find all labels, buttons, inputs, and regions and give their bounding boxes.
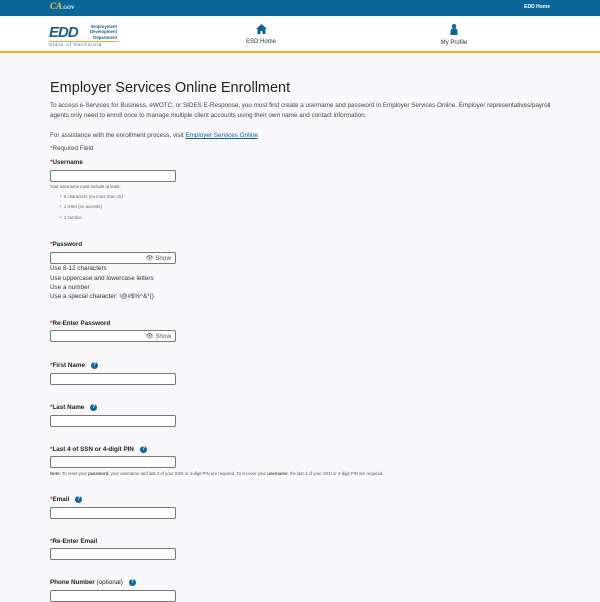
help-icon[interactable]: ?: [77, 496, 81, 502]
phone-label: [50, 579, 136, 586]
label-text: Email: [52, 496, 70, 504]
password-rule: Use a number: [50, 284, 90, 291]
email-input[interactable]: [50, 507, 176, 519]
username-hint: • 1 letter (no accents): [60, 204, 102, 209]
nav-label: ESD Home: [245, 39, 276, 45]
note-bold: username: [267, 471, 288, 476]
hint-text: 1 number: [63, 215, 83, 220]
edd-logo[interactable]: [49, 22, 119, 48]
first-name-input[interactable]: [50, 373, 176, 385]
hint-text: 8 characters (no more than 15): [63, 194, 123, 199]
username-hint: • 8 characters (no more than 15): [60, 194, 123, 199]
asterisk: *: [50, 404, 53, 412]
ssn-label: [50, 446, 147, 453]
edd-logo-words: [83, 24, 117, 40]
password-rule: Use 8-12 characters: [50, 265, 107, 272]
username-input[interactable]: [50, 170, 176, 182]
last-name-input[interactable]: [50, 415, 176, 427]
hint-text: 1 letter (no accents): [63, 204, 102, 209]
employer-services-link[interactable]: Employer Services Online: [185, 132, 258, 139]
assist-prefix: For assistance with the enrollment process, visit: [50, 132, 186, 139]
home-icon: [256, 24, 267, 34]
edd-logo-text: EDD: [49, 24, 78, 41]
page-title: Employer Services Online Enrollment: [50, 80, 291, 96]
show-label: Show: [155, 333, 171, 340]
note-text: , the last 4 of your SSN or 4-digit PIN are required.: [287, 471, 384, 476]
logo-line: Department: [93, 34, 117, 40]
ssn-note: [50, 471, 570, 476]
assistance-text: [50, 131, 570, 141]
first-name-label: [50, 362, 98, 369]
last-name-label: [50, 404, 97, 411]
nav-esd-home[interactable]: [243, 24, 279, 45]
required-note: [50, 144, 570, 154]
password-rule: Use a special character: !@#$%^&*(): [50, 293, 154, 300]
help-icon[interactable]: ?: [141, 446, 146, 452]
username-hint-title: Your username must include at least:: [50, 184, 121, 189]
top-bar: [0, 0, 600, 16]
show-password-button[interactable]: 👁 Show: [145, 333, 171, 340]
required-note-text: Required Field: [52, 145, 94, 152]
reenter-password-label: [50, 320, 110, 327]
logo-line: Employment: [91, 24, 117, 29]
password-input[interactable]: [50, 252, 176, 264]
asterisk: *: [50, 145, 53, 152]
note-text: To reset your: [60, 471, 89, 476]
edd-home-link[interactable]: EDD Home: [524, 4, 550, 10]
user-icon: [450, 24, 458, 35]
email-label: [50, 496, 82, 503]
label-text: First Name: [52, 362, 85, 370]
label-text: Re-Enter Password: [52, 320, 111, 327]
help-icon[interactable]: ?: [130, 579, 134, 585]
label-text: Phone Number: [50, 579, 95, 587]
label-text: Password: [52, 241, 83, 248]
label-text: Re-Enter Email: [52, 538, 98, 545]
reenter-password-input[interactable]: [50, 330, 176, 342]
asterisk: *: [50, 538, 53, 545]
nav-my-profile[interactable]: [436, 24, 472, 46]
label-text: Last 4 of SSN or 4-digit PIN: [52, 446, 134, 454]
reenter-email-input[interactable]: [50, 548, 176, 560]
asterisk: *: [50, 320, 53, 327]
show-password-button[interactable]: 👁 Show: [145, 255, 171, 262]
note-text: , your username and last 4 of your SSN or 4-digit PIN are required. To recover your: [108, 471, 268, 476]
password-label: [50, 241, 82, 248]
ssn-input[interactable]: [50, 456, 176, 468]
logo-state: State of California: [49, 41, 119, 47]
note-bold: Note:: [50, 471, 61, 476]
assist-suffix: .: [257, 132, 260, 139]
asterisk: *: [50, 496, 53, 504]
label-text: Username: [52, 159, 83, 166]
help-icon[interactable]: ?: [92, 362, 97, 368]
password-rule: Use uppercase and lowercase letters: [50, 275, 154, 282]
logo-line: Development: [90, 29, 117, 35]
optional-text: (optional): [96, 579, 123, 587]
note-bold: password: [88, 471, 109, 476]
phone-input[interactable]: [50, 590, 176, 602]
intro-text: To access e-Services for Business, eWOTC, or SIDES E-Response, you must first create a username and password in Employer Services Online. Employer representatives/payroll agents only need to enroll once to manage multiple client accounts using their own name and contact information.: [50, 102, 551, 119]
asterisk: *: [50, 241, 53, 248]
asterisk: *: [50, 159, 53, 166]
nav-label: My Profile: [440, 40, 468, 46]
username-hint: • 1 number: [60, 215, 83, 220]
site-header: [0, 16, 600, 53]
help-icon[interactable]: ?: [92, 404, 96, 410]
ca-gov-logo[interactable]: CA.GOV: [50, 1, 75, 11]
username-label: [50, 159, 83, 166]
reenter-email-label: [50, 538, 97, 545]
show-label: Show: [155, 255, 171, 262]
asterisk: *: [50, 446, 53, 454]
asterisk: *: [50, 362, 53, 370]
label-text: Last Name: [52, 404, 85, 412]
